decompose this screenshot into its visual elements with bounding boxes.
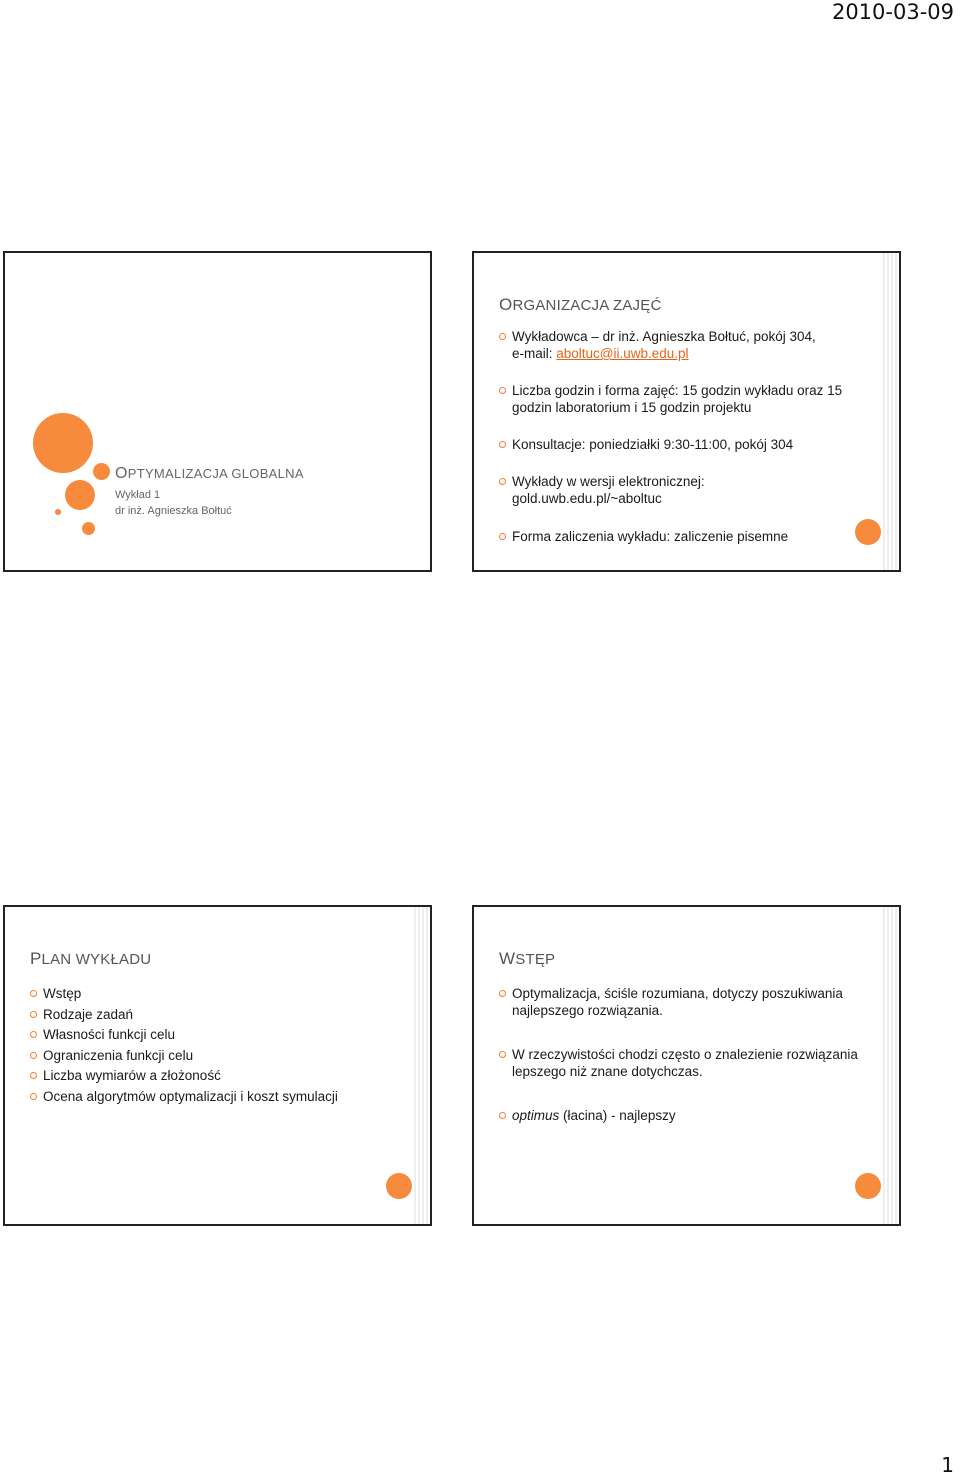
bullet-item: Własności funkcji celu — [30, 1026, 400, 1043]
bullet-list — [30, 985, 400, 1105]
bullet-list — [499, 328, 869, 545]
decor-circle-medium — [65, 480, 95, 510]
decor-circle — [386, 1173, 412, 1199]
lecture-number: Wykład 1 — [115, 489, 161, 501]
bullet-item: Rodzaje zadań — [30, 1006, 400, 1023]
slide-title: WSTĘP — [499, 949, 556, 968]
page-number: 1 — [941, 1453, 954, 1477]
slide-stripes — [881, 907, 899, 1224]
slide-title: PLAN WYKŁADU — [30, 949, 152, 968]
slide-plan — [3, 905, 432, 1226]
bullet-item: Ograniczenia funkcji celu — [30, 1047, 400, 1064]
bullet-item: Wykłady w wersji elektronicznej: gold.uwb.edu.pl/~aboltuc — [499, 473, 869, 507]
bullet-item: Liczba wymiarów a złożoność — [30, 1067, 400, 1084]
slide-stripes — [412, 907, 430, 1224]
decor-circle-tiny — [82, 522, 95, 535]
slide-title: ORGANIZACJA ZAJĘĆ — [499, 295, 662, 314]
slide-wstep — [472, 905, 901, 1226]
email-link[interactable]: aboltuc@ii.uwb.edu.pl — [556, 346, 689, 361]
decor-circle — [855, 519, 881, 545]
latin-term: optimus — [512, 1108, 560, 1123]
decor-circle-large — [33, 413, 93, 473]
bullet-item: Wykładowca – dr inż. Agnieszka Bołtuć, pokój 304, e-mail: aboltuc@ii.uwb.edu.pl — [499, 328, 869, 362]
bullet-item: Liczba godzin i forma zajęć: 15 godzin wykładu oraz 15 godzin laboratorium i 15 godzin projektu — [499, 382, 869, 416]
bullet-item: Optymalizacja, ściśle rozumiana, dotyczy poszukiwania najlepszego rozwiązania. — [499, 985, 869, 1019]
bullet-item: Forma zaliczenia wykładu: zaliczenie pisemne — [499, 528, 869, 545]
bullet-item: Konsultacje: poniedziałki 9:30-11:00, pokój 304 — [499, 436, 869, 453]
decor-circle-small — [93, 463, 110, 480]
presentation-title: OPTYMALIZACJA GLOBALNA — [115, 465, 304, 482]
decor-circle — [855, 1173, 881, 1199]
bullet-list — [499, 985, 869, 1124]
author: dr inż. Agnieszka Bołtuć — [115, 505, 232, 517]
bullet-item: W rzeczywistości chodzi często o znalezienie rozwiązania lepszego niż znane dotychczas. — [499, 1046, 869, 1080]
slide-stripes — [881, 253, 899, 570]
bullet-item: Wstęp — [30, 985, 400, 1002]
slide-title-page — [3, 251, 432, 572]
bullet-item: optimus (łacina) - najlepszy — [499, 1107, 869, 1124]
decor-circle-dot — [55, 509, 61, 515]
page-date: 2010-03-09 — [831, 0, 954, 24]
slide-organizacja — [472, 251, 901, 572]
bullet-item: Ocena algorytmów optymalizacji i koszt symulacji — [30, 1088, 400, 1105]
